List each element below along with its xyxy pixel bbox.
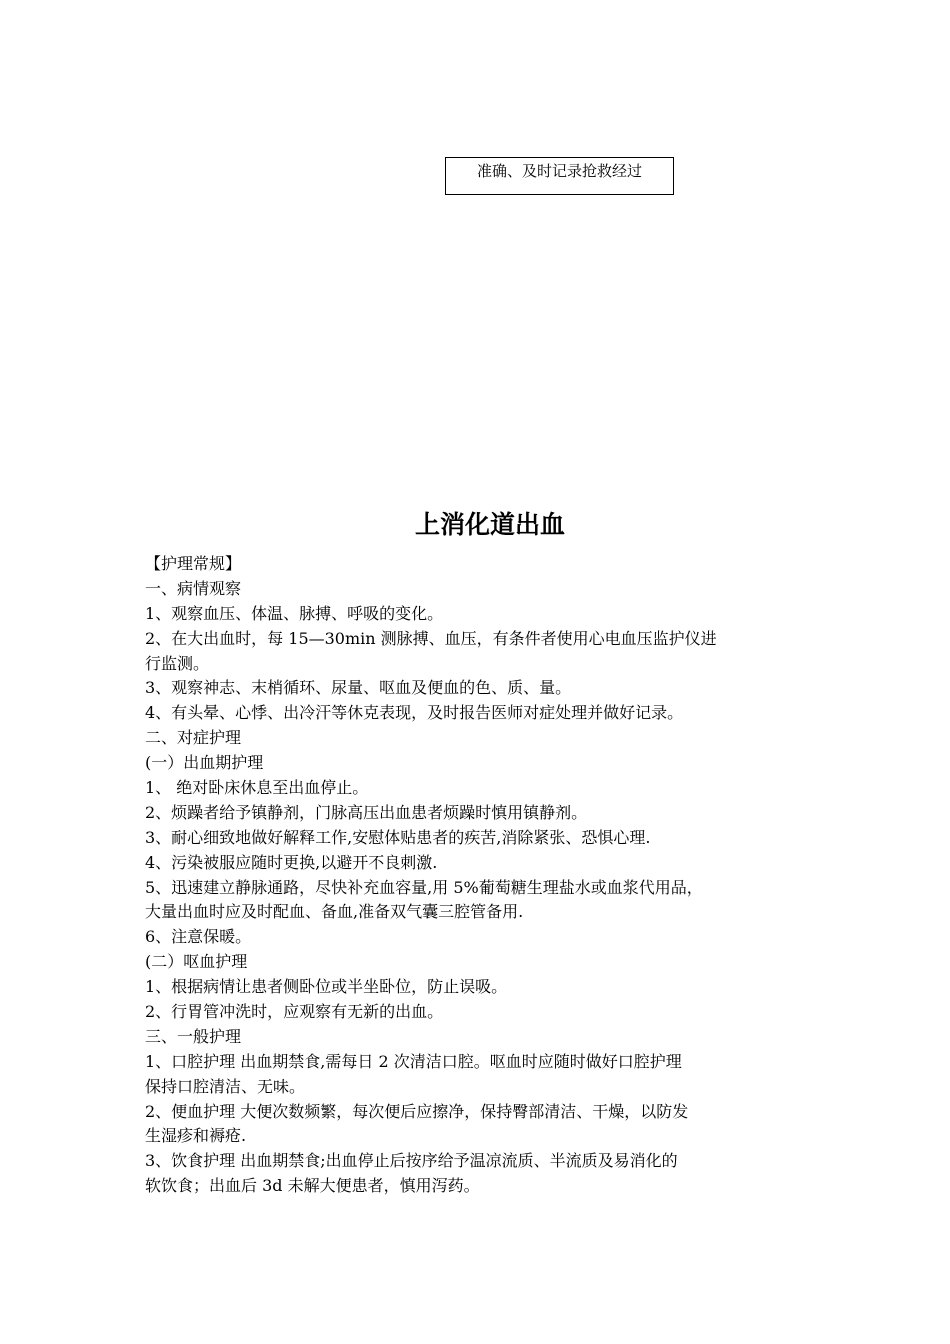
document-body — [145, 552, 809, 1199]
text-line: 1、 绝对卧床休息至出血停止。 — [145, 778, 369, 798]
text-line: 软饮食；出血后 3d 未解大便患者，慎用泻药。 — [145, 1176, 480, 1196]
heading-symptomatic-care: 二、对症护理 — [145, 728, 242, 748]
text-line: 4、有头晕、心悸、出冷汗等休克表现，及时报告医师对症处理并做好记录。 — [145, 703, 684, 723]
text-line: 3、饮食护理 出血期禁食;出血停止后按序给予温凉流质、半流质及易消化的 — [145, 1151, 678, 1171]
text-line: 5、迅速建立静脉通路，尽快补充血容量,用 5%葡萄糖生理盐水或血浆代用品， — [145, 877, 703, 897]
document-title: 上消化道出血 — [414, 510, 565, 539]
section-header: 【护理常规】 — [145, 554, 242, 573]
text-line: 行监测。 — [145, 653, 210, 673]
heading-general-care: 三、一般护理 — [145, 1026, 242, 1046]
text-line: 1、观察血压、体温、脉搏、呼吸的变化。 — [145, 603, 444, 623]
text-line: 1、口腔护理 出血期禁食,需每日 2 次清洁口腔。呕血时应随时做好口腔护理 — [145, 1051, 682, 1071]
text-line: 2、便血护理 大便次数频繁，每次便后应擦净，保持臀部清洁、干燥，以防发 — [145, 1101, 689, 1121]
text-line: 生湿疹和褥疮. — [145, 1126, 247, 1146]
text-line: 2、烦躁者给予镇静剂，门脉高压出血患者烦躁时慎用镇静剂。 — [145, 802, 588, 822]
text-line: 4、污染被服应随时更换,以避开不良刺激. — [145, 852, 438, 872]
heading-observation: 一、病情观察 — [145, 578, 242, 598]
text-line: 2、在大出血时，每 15—30min 测脉搏、血压，有条件者使用心电血压监护仪进 — [145, 628, 717, 648]
text-line: 大量出血时应及时配血、备血,准备双气囊三腔管备用. — [145, 902, 524, 922]
text-line: 3、观察神志、末梢循环、尿量、呕血及便血的色、质、量。 — [145, 678, 572, 698]
boxed-note — [445, 157, 674, 195]
text-line: 1、根据病情让患者侧卧位或半坐卧位，防止误吸。 — [145, 977, 508, 997]
text-line: 2、行胃管冲洗时，应观察有无新的出血。 — [145, 1002, 444, 1022]
text-line: 3、耐心细致地做好解释工作,安慰体贴患者的疾苦,消除紧张、恐惧心理. — [145, 827, 651, 847]
subheading-hematemesis: (二）呕血护理 — [145, 952, 248, 972]
subheading-bleeding-period: (一）出血期护理 — [145, 753, 264, 773]
text-line: 保持口腔清洁、无味。 — [145, 1076, 306, 1096]
text-line: 6、注意保暖。 — [145, 927, 252, 947]
boxed-note-text: 准确、及时记录抢救经过 — [476, 162, 642, 180]
